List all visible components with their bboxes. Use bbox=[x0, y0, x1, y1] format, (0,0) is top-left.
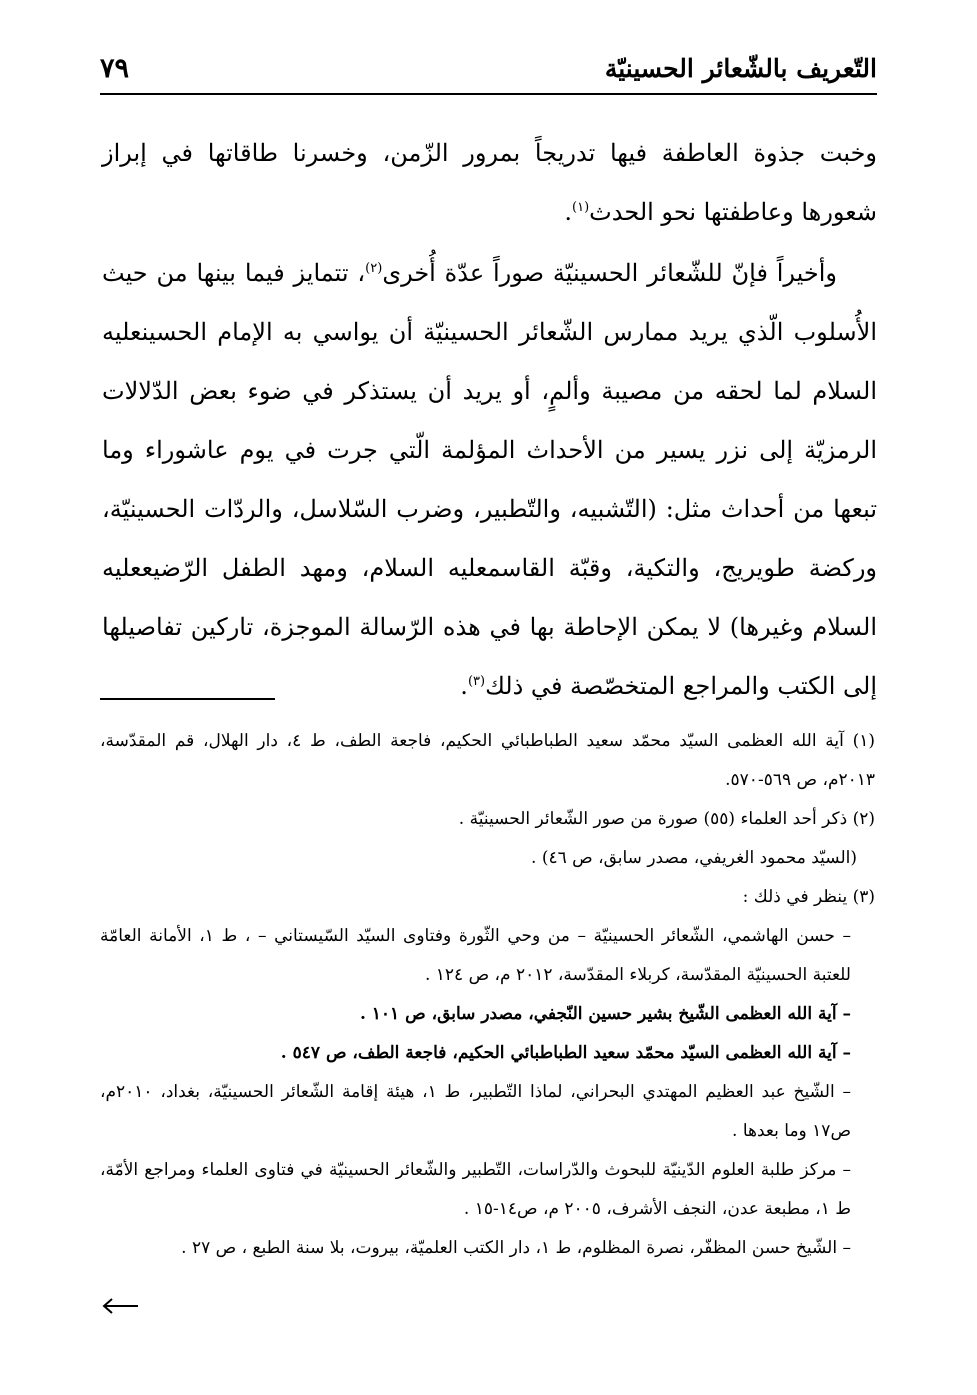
footnote-3-ref-2: – آية الله العظمى الشّيخ بشير حسين النّجفي، مصدر سابق، ص ١٠١ . bbox=[359, 1004, 851, 1024]
header-rule bbox=[100, 93, 877, 95]
footnote-3-ref-1: – حسن الهاشمي، الشّعائر الحسينيّة – من وحي الثّورة وفتاوى السيّد السّيستاني – ، ط ١، الأمانة العامّة للعتبة الحسينيّة المقدّسة، كربلاء المقدّسة، ٢٠١٢ م، ص ١٢٤ . bbox=[100, 926, 851, 985]
footnote-ref-2: (٢) bbox=[365, 261, 383, 276]
footnotes bbox=[100, 722, 875, 1268]
footnote-1: (١) آية الله العظمى السيّد محمّد سعيد الطباطبائي الحكيم، فاجعة الطف، ط ٤، دار الهلال، قم المقدّسة، ٢٠١٣م، ص ٥٦٩-٥٧٠. bbox=[100, 731, 875, 790]
footnote-3-ref-4: – الشّيخ عبد العظيم المهتدي البحراني، لماذا التّطبير، ط ١، هيئة إقامة الشّعائر الحسينيّة، بغداد، ٢٠١٠م، ص١٧ وما بعدها . bbox=[100, 1082, 851, 1141]
footnote-3-ref-3: – آية الله العظمى السيّد محمّد سعيد الطباطبائي الحكيم، فاجعة الطف، ص ٥٤٧ . bbox=[280, 1043, 851, 1063]
footnote-2-citation: (السيّد محمود الغريفي، مصدر سابق، ص ٤٦) . bbox=[531, 848, 857, 868]
footnote-ref-1: (١) bbox=[572, 200, 590, 215]
main-text bbox=[102, 124, 877, 716]
page-header bbox=[100, 44, 877, 94]
paragraph-2-text-b: ، تتمايز فيما بينها من حيث الأُسلوب الّذي يريد ممارس الشّعائر الحسينيّة أن يواسي به الإمام الحسينعليه السلام لما لحقه من مصيبة وألمٍ، أو يريد أن يستذكر في ضوء بعض الدّلالات الرمزيّة إلى نزر يسير من الأحداث المؤلمة الّتي جرت في يوم عاشوراء وما تبعها من أحداث مثل: (التّشبيه، والتّطبير، وضرب السّلاسل، والردّات الحسينيّة، وركضة طويريج، والتكية، وقبّة القاسمعليه السلام، ومهد الطفل الرّضيععليه السلام وغيرها) لا يمكن الإحاطة بها في هذه الرّسالة الموجزة، تاركين تفاصيلها إلى الكتب والمراجع المتخصّصة في ذلك bbox=[102, 259, 877, 700]
footnote-separator bbox=[100, 698, 275, 700]
footnote-3-ref-6: – الشّيخ حسن المظفّر، نصرة المظلوم، ط ١، دار الكتب العلميّة، بيروت، بلا سنة الطبع ، ص ٢٧ . bbox=[181, 1238, 851, 1258]
paragraph-1-end: . bbox=[564, 198, 572, 226]
paragraph-2 bbox=[102, 244, 877, 716]
footnote-ref-3: (٣) bbox=[467, 674, 486, 689]
footnote-3-ref-5: – مركز طلبة العلوم الدّينيّة للبحوث والدّراسات، التّطبير والشّعائر الحسينيّة في فتاوى العلماء ومراجع الأمّة، ط ١، مطبعة عدن، النجف الأشرف، ٢٠٠٥ م، ص١٤-١٥ . bbox=[100, 1160, 851, 1219]
paragraph-1 bbox=[102, 124, 877, 242]
footnote-3: (٣) ينظر في ذلك : bbox=[742, 887, 875, 907]
left-arrow-icon bbox=[100, 1296, 140, 1316]
paragraph-2-end: . bbox=[460, 672, 468, 700]
footnote-2: (٢) ذكر أحد العلماء (٥٥) صورة من صور الشّعائر الحسينيّة . bbox=[458, 809, 875, 829]
running-title: التّعريف بالشّعائر الحسينيّة bbox=[604, 54, 877, 83]
paragraph-1-text: وخبت جذوة العاطفة فيها تدريجاً بمرور الزّمن، وخسرنا طاقاتها في إبراز شعورها وعاطفتها نحو الحدث bbox=[102, 139, 877, 226]
paragraph-2-text-a: وأخيراً فإنّ للشّعائر الحسينيّة صوراً عدّة أُخرى bbox=[382, 259, 837, 287]
page-number: ٧٩ bbox=[100, 53, 130, 84]
